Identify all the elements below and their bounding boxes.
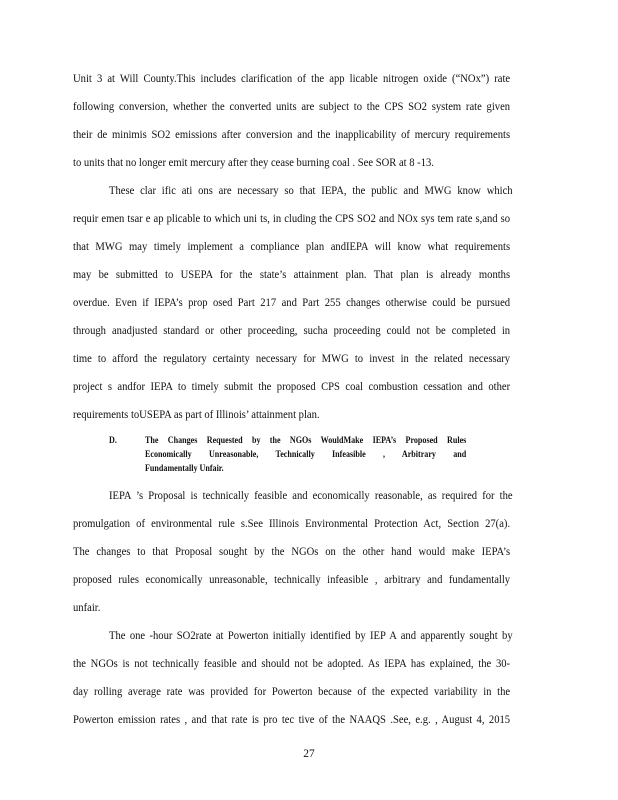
paragraph-4-line-4: Powerton emission rates , and that rate is pro tec tive of the NAAQS .See, e.g. , August 4, 2015 [73,714,511,726]
section-heading-line-1: The Changes Requested by the NGOs WouldMake IEPA’s Proposed Rules [145,436,467,446]
page-number: 27 [303,748,315,760]
paragraph-1-line-3: their de minimis SO2 emissions after conversion and the inapplicability of mercury requirements [73,129,511,141]
paragraph-1-line-2: following conversion, whether the converted units are subject to the CPS SO2 system rate given [73,101,511,113]
paragraph-2-line-8: project s andfor IEPA to timely submit the proposed CPS coal combustion cessation and other [73,381,511,393]
paragraph-2-line-6: through anadjusted standard or other proceeding, sucha proceeding could not be completed in [73,325,511,337]
paragraph-4-line-3: day rolling average rate was provided for Powerton because of the expected variability in the [73,686,511,698]
paragraph-2-line-9: requirements toUSEPA as part of Illinois’ attainment plan. [73,409,320,421]
section-heading-line-3: Fundamentally Unfair. [145,464,224,474]
paragraph-3-line-5: unfair. [73,602,101,614]
paragraph-2-line-7: time to afford the regulatory certainty necessary for MWG to invest in the related necessary [73,353,511,365]
section-heading-letter: D. [109,436,117,446]
paragraph-2-line-4: may be submitted to USEPA for the state’s attainment plan. That plan is already months [73,269,511,281]
paragraph-2-line-1: These clar ific ati ons are necessary so that IEPA, the public and MWG know which [109,185,513,197]
paragraph-3-line-1: IEPA ’s Proposal is technically feasible and economically reasonable, as required for the [109,490,513,502]
paragraph-3-line-4: proposed rules economically unreasonable, technically infeasible , arbitrary and fundamentally [73,574,511,586]
paragraph-1-line-4: to units that no longer emit mercury after they cease burning coal . See SOR at 8 -13. [73,157,434,169]
paragraph-2-line-5: overdue. Even if IEPA’s prop osed Part 217 and Part 255 changes otherwise could be pursued [73,297,511,309]
paragraph-2-line-2: requir emen tsar e ap plicable to which uni ts, in cluding the CPS SO2 and NOx sys tem rate s,and so [73,213,511,225]
paragraph-1-line-1: Unit 3 at Will County.This includes clarification of the app licable nitrogen oxide (“NOx”) rate [73,73,511,85]
paragraph-3-line-2: promulgation of environmental rule s.See Illinois Environmental Protection Act, Section 27(a). [73,518,511,530]
paragraph-4-line-2: the NGOs is not technically feasible and should not be adopted. As IEPA has explained, the 30- [73,658,511,670]
paragraph-2-line-3: that MWG may timely implement a compliance plan andIEPA will know what requirements [73,241,511,253]
paragraph-3-line-3: The changes to that Proposal sought by the NGOs on the other hand would make IEPA’s [73,546,511,558]
paragraph-4-line-1: The one -hour SO2rate at Powerton initially identified by IEP A and apparently sought by [109,630,513,642]
section-heading-line-2: Economically Unreasonable, Technically Infeasible , Arbitrary and [145,450,467,460]
